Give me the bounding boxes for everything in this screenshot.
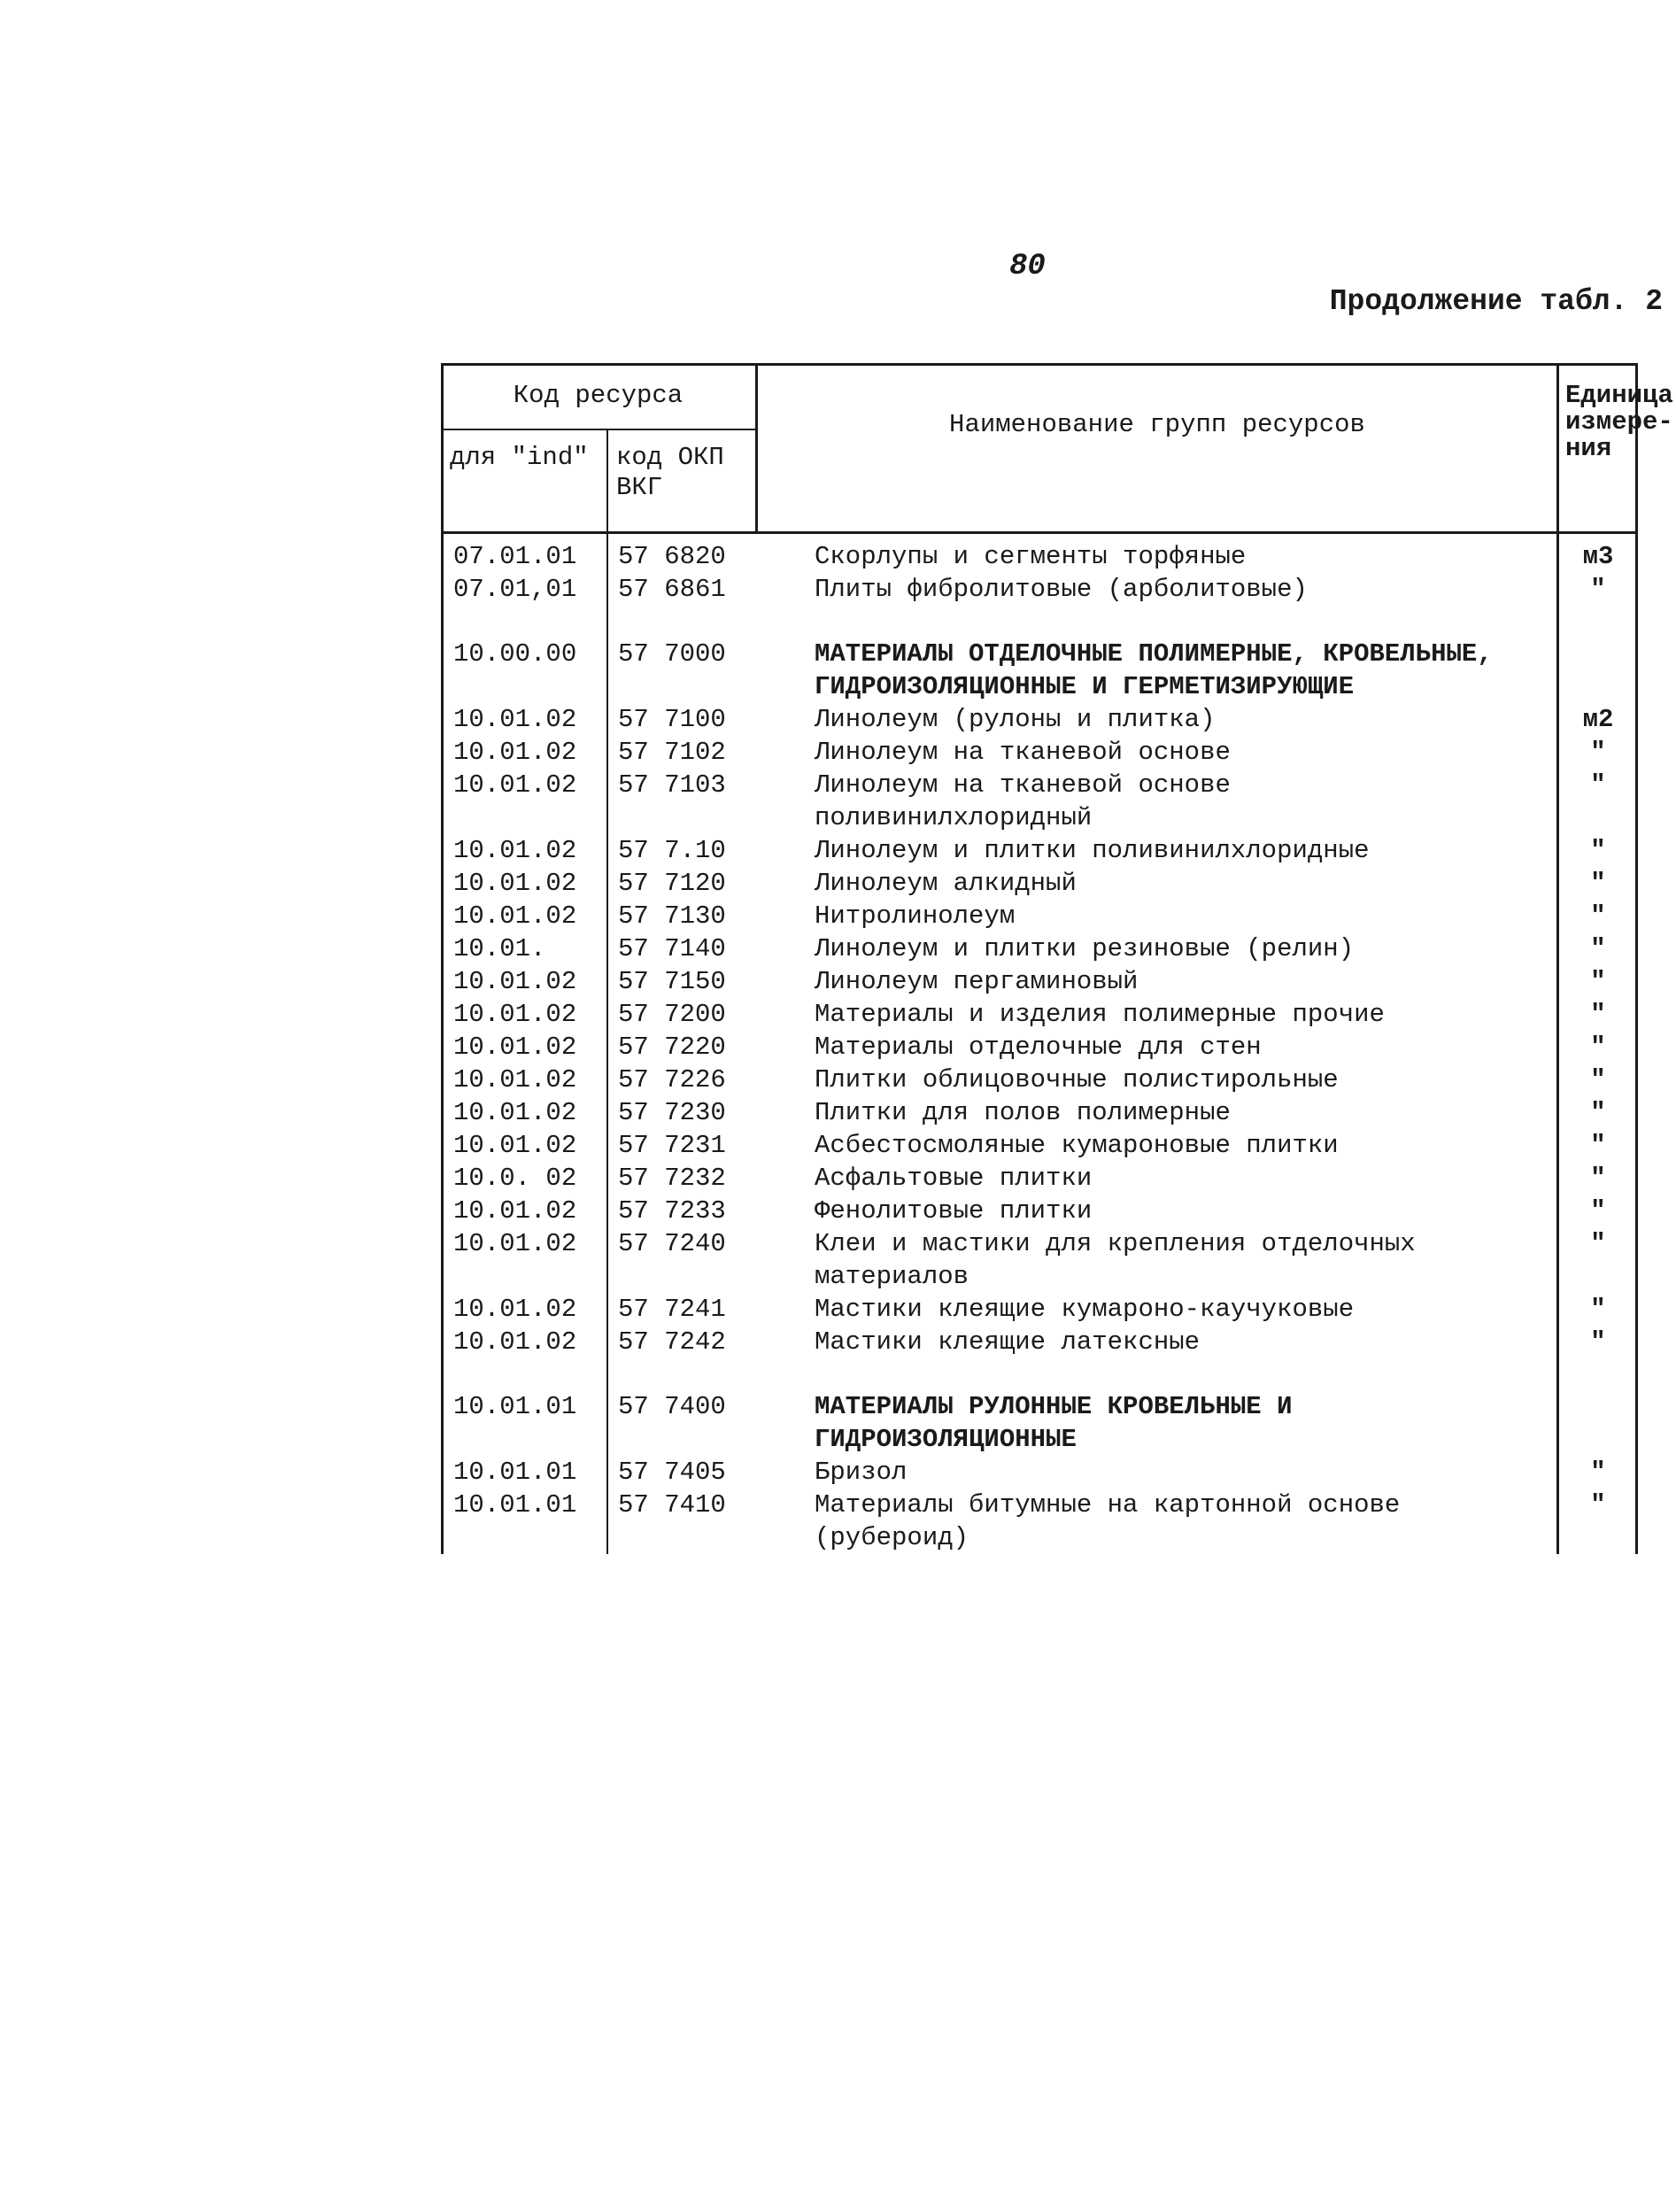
table-continuation-label: Продолжение табл. 2 xyxy=(1329,285,1663,318)
table-row xyxy=(441,1063,1638,1096)
cell-unit: " xyxy=(1590,1295,1606,1324)
cell-unit: м3 xyxy=(1582,542,1614,571)
cell-ind-code: 10.00.00 xyxy=(453,639,577,669)
cell-ind-code: 10.01. xyxy=(453,934,546,963)
cell-okp-code: 57 7120 xyxy=(618,869,726,898)
cell-okp-code: 57 7410 xyxy=(618,1490,726,1520)
cell-okp-code: 57 7242 xyxy=(618,1327,726,1357)
cell-resource-name: Материалы и изделия полимерные прочие xyxy=(815,1000,1385,1029)
cell-unit: " xyxy=(1590,836,1606,865)
table-row xyxy=(441,965,1638,998)
cell-unit: " xyxy=(1590,1164,1606,1193)
header-col-unit: Единица xyxy=(1565,381,1673,410)
table-row xyxy=(441,573,1638,606)
cell-resource-name: Мастики клеящие кумароно-каучуковые xyxy=(815,1295,1355,1324)
table-body xyxy=(441,540,1638,1554)
cell-ind-code: 10.01.02 xyxy=(453,901,577,931)
table-row xyxy=(441,1195,1638,1227)
cell-okp-code: 57 7405 xyxy=(618,1458,726,1487)
cell-ind-code: 10.01.01 xyxy=(453,1458,577,1487)
table-row xyxy=(441,867,1638,900)
cell-ind-code: 10.01.02 xyxy=(453,1131,577,1160)
table-row xyxy=(441,769,1638,834)
cell-resource-name: Фенолитовые плитки xyxy=(815,1196,1093,1226)
cell-okp-code: 57 7400 xyxy=(618,1392,726,1421)
table-row xyxy=(441,998,1638,1031)
cell-resource-name: Линолеум и плитки резиновые (релин) xyxy=(815,934,1355,963)
cell-ind-code: 10.01.02 xyxy=(453,705,577,734)
cell-resource-name: МАТЕРИАЛЫ ОТДЕЛОЧНЫЕ ПОЛИМЕРНЫЕ, КРОВЕЛЬНЫЕ, ГИДРОИЗОЛЯЦИОННЫЕ И ГЕРМЕТИЗИРУЮЩИЕ xyxy=(815,639,1493,701)
cell-okp-code: 57 7230 xyxy=(618,1098,726,1127)
cell-okp-code: 57 7100 xyxy=(618,705,726,734)
cell-ind-code: 10.01.02 xyxy=(453,967,577,996)
cell-okp-code: 57 7140 xyxy=(618,934,726,963)
table-border-top xyxy=(441,363,1638,366)
cell-resource-name: Линолеум и плитки поливинилхлоридные xyxy=(815,836,1370,865)
cell-okp-code: 57 6861 xyxy=(618,575,726,604)
cell-resource-name: Линолеум алкидный xyxy=(815,869,1077,898)
cell-ind-code: 10.01.02 xyxy=(453,836,577,865)
table-row xyxy=(441,1031,1638,1063)
cell-okp-code: 57 7000 xyxy=(618,639,726,669)
resource-table xyxy=(441,363,1673,1554)
cell-unit: " xyxy=(1590,901,1606,931)
header-col-name: Наименование групп ресурсов xyxy=(949,410,1365,439)
cell-unit: " xyxy=(1590,1229,1606,1258)
cell-okp-code: 57 7233 xyxy=(618,1196,726,1226)
column-divider-name xyxy=(755,363,758,533)
header-col-unit-3: ния xyxy=(1565,434,1612,463)
row-gap xyxy=(441,606,1638,638)
cell-okp-code: 57 7.10 xyxy=(618,836,726,865)
cell-okp-code: 57 7150 xyxy=(618,967,726,996)
cell-resource-name: Линолеум на тканевой основе поливинилхлоридный xyxy=(815,770,1231,832)
table-row xyxy=(441,1456,1638,1489)
cell-resource-name: Асбестосмоляные кумароновые плитки xyxy=(815,1131,1339,1160)
cell-unit: " xyxy=(1590,1490,1606,1520)
cell-ind-code: 10.01.02 xyxy=(453,869,577,898)
cell-unit: " xyxy=(1590,869,1606,898)
header-resource-code: Код ресурса xyxy=(513,381,684,410)
table-row xyxy=(441,703,1638,736)
table-row xyxy=(441,834,1638,867)
cell-resource-name: Плитки для полов полимерные xyxy=(815,1098,1231,1127)
cell-okp-code: 57 7240 xyxy=(618,1229,726,1258)
cell-unit: " xyxy=(1590,1098,1606,1127)
cell-ind-code: 10.01.01 xyxy=(453,1392,577,1421)
page-number: 80 xyxy=(1009,250,1046,283)
cell-resource-name: МАТЕРИАЛЫ РУЛОННЫЕ КРОВЕЛЬНЫЕ И ГИДРОИЗОЛЯЦИОННЫЕ xyxy=(815,1392,1293,1454)
cell-okp-code: 57 7130 xyxy=(618,901,726,931)
table-row xyxy=(441,1489,1638,1554)
table-row xyxy=(441,736,1638,769)
table-row xyxy=(441,540,1638,573)
header-col-okp: код ОКП xyxy=(616,443,724,472)
cell-unit: " xyxy=(1590,1033,1606,1062)
cell-okp-code: 57 7241 xyxy=(618,1295,726,1324)
table-row xyxy=(441,900,1638,932)
cell-unit: " xyxy=(1590,1065,1606,1094)
cell-resource-name: Плитки облицовочные полистирольные xyxy=(815,1065,1339,1094)
cell-ind-code: 10.01.02 xyxy=(453,1196,577,1226)
header-col-okp-2: ВКГ xyxy=(616,473,663,502)
cell-unit: " xyxy=(1590,934,1606,963)
cell-ind-code: 10.01.02 xyxy=(453,738,577,767)
cell-ind-code: 10.01.02 xyxy=(453,1295,577,1324)
cell-resource-name: Плиты фибролитовые (арболитовые) xyxy=(815,575,1308,604)
cell-resource-name: Материалы отделочные для стен xyxy=(815,1033,1262,1062)
table-row xyxy=(441,1129,1638,1162)
cell-unit: " xyxy=(1590,1458,1606,1487)
cell-ind-code: 07.01,01 xyxy=(453,575,577,604)
cell-ind-code: 10.01.02 xyxy=(453,1098,577,1127)
cell-resource-name: Асфальтовые плитки xyxy=(815,1164,1093,1193)
cell-ind-code: 10.01.02 xyxy=(453,1000,577,1029)
cell-ind-code: 07.01.01 xyxy=(453,542,577,571)
cell-resource-name: Нитролинолеум xyxy=(815,901,1016,931)
header-col-ind: для "ind" xyxy=(450,443,589,472)
cell-resource-name: Бризол xyxy=(815,1458,908,1487)
header-subdivider xyxy=(441,429,758,430)
cell-unit: " xyxy=(1590,738,1606,767)
cell-ind-code: 10.01.02 xyxy=(453,1065,577,1094)
cell-okp-code: 57 7226 xyxy=(618,1065,726,1094)
row-gap xyxy=(441,1358,1638,1390)
cell-okp-code: 57 7220 xyxy=(618,1033,726,1062)
cell-resource-name: Линолеум на тканевой основе xyxy=(815,738,1231,767)
cell-okp-code: 57 7232 xyxy=(618,1164,726,1193)
cell-okp-code: 57 7103 xyxy=(618,770,726,800)
cell-resource-name: Материалы битумные на картонной основе (рубероид) xyxy=(815,1490,1401,1552)
cell-resource-name: Линолеум пергаминовый xyxy=(815,967,1139,996)
cell-resource-name: Мастики клеящие латексные xyxy=(815,1327,1201,1357)
cell-okp-code: 57 6820 xyxy=(618,542,726,571)
cell-okp-code: 57 7200 xyxy=(618,1000,726,1029)
cell-resource-name: Скорлупы и сегменты торфяные xyxy=(815,542,1247,571)
cell-unit: " xyxy=(1590,575,1606,604)
cell-ind-code: 10.0. 02 xyxy=(453,1164,577,1193)
cell-unit: " xyxy=(1590,1327,1606,1357)
cell-ind-code: 10.01.02 xyxy=(453,1327,577,1357)
cell-ind-code: 10.01.02 xyxy=(453,1033,577,1062)
cell-resource-name: Линолеум (рулоны и плитка) xyxy=(815,705,1216,734)
table-row xyxy=(441,1390,1638,1456)
table-row xyxy=(441,1162,1638,1195)
cell-ind-code: 10.01.02 xyxy=(453,770,577,800)
header-col-unit-2: измере- xyxy=(1565,407,1673,437)
cell-okp-code: 57 7231 xyxy=(618,1131,726,1160)
cell-unit: " xyxy=(1590,1131,1606,1160)
cell-unit: " xyxy=(1590,967,1606,996)
cell-okp-code: 57 7102 xyxy=(618,738,726,767)
cell-ind-code: 10.01.02 xyxy=(453,1229,577,1258)
cell-ind-code: 10.01.01 xyxy=(453,1490,577,1520)
cell-resource-name: Клеи и мастики для крепления отделочных материалов xyxy=(815,1229,1416,1291)
cell-unit: " xyxy=(1590,1196,1606,1226)
table-row xyxy=(441,1227,1638,1293)
table-row xyxy=(441,1096,1638,1129)
cell-unit: " xyxy=(1590,770,1606,800)
table-row xyxy=(441,638,1638,703)
header-bottom-rule xyxy=(441,531,1638,534)
cell-unit: м2 xyxy=(1582,705,1614,734)
cell-unit: " xyxy=(1590,1000,1606,1029)
table-row xyxy=(441,1326,1638,1358)
table-row xyxy=(441,1293,1638,1326)
table-row xyxy=(441,932,1638,965)
